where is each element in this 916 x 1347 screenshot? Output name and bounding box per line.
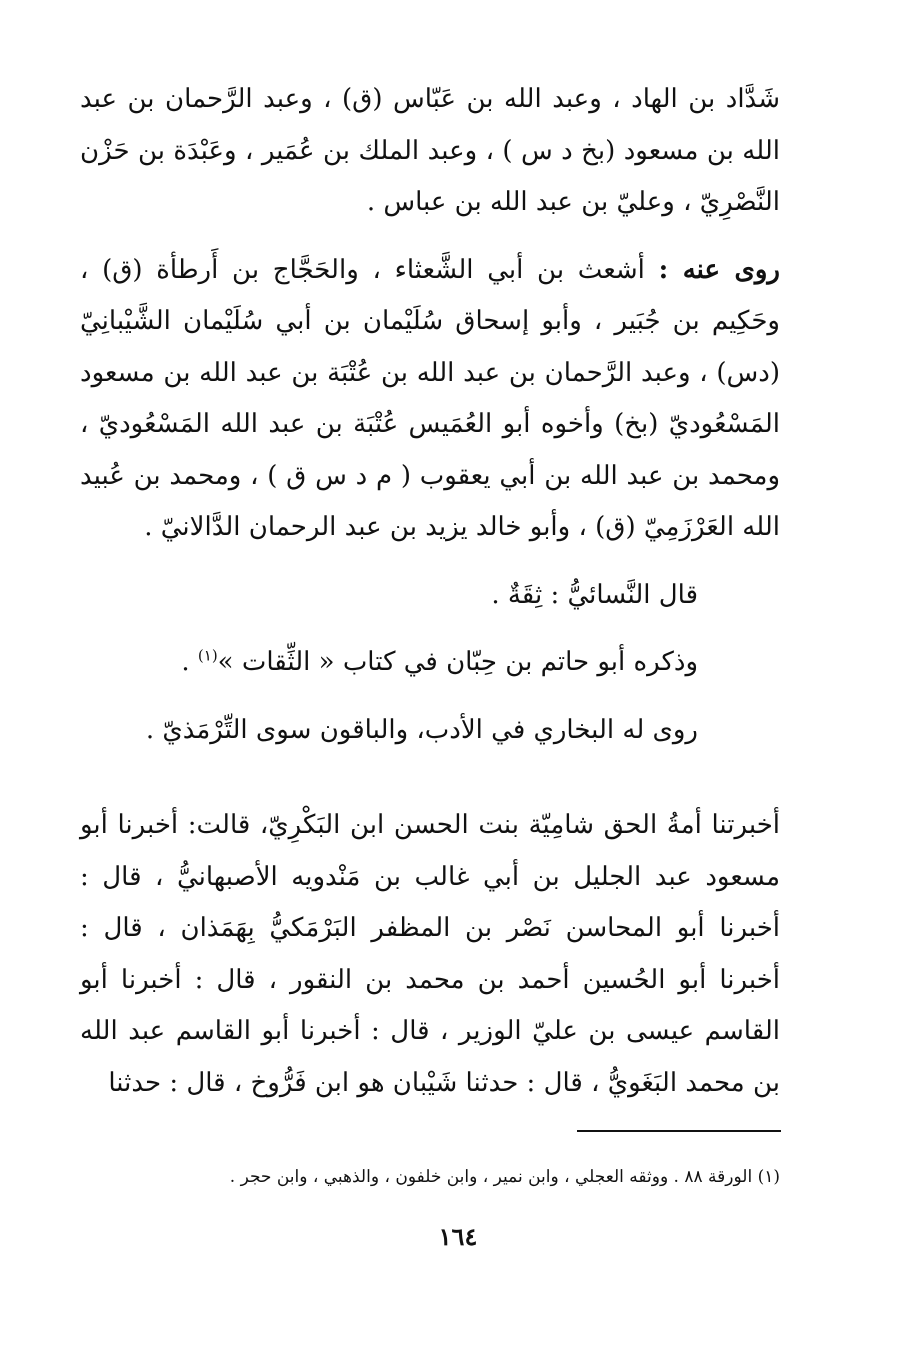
paragraph-teachers: شَدَّاد بن الهاد ، وعبد الله بن عَبّاس (ق) ، وعبد الرَّحمان بن عبد الله بن مسعود (بخ د س ) ، وعبد الملك بن عُمَير ، وعَبْدَة بن حَزْن النَّصْرِيّ ، وعليّ بن عبد الله بن عباس .	[80, 84, 780, 217]
paragraph-nasai: قال النَّسائيُّ : ثِقَةٌ .	[491, 579, 698, 610]
footnote-reference[interactable]: (١)	[197, 646, 218, 665]
paragraph-transmission: روى له البخاري في الأدب، والباقون سوى التِّرْمَذيّ .	[145, 714, 698, 745]
main-text	[80, 74, 780, 1109]
ibn-hibban-text: وذكره أبو حاتم بن حِبّان في كتاب « الثِّقات »	[217, 647, 698, 677]
footnote-divider	[577, 1130, 781, 1132]
footnote: (١) الورقة ٨٨ . ووثقه العجلي ، وابن نمير ، وابن خلفون ، والذهبي ، وابن حجر .	[229, 1167, 780, 1187]
ibn-hibban-end: .	[181, 647, 198, 677]
page-number: ١٦٤	[438, 1222, 478, 1251]
narrators-text: أشعث بن أبي الشَّعثاء ، والحَجَّاج بن أَرطأة (ق) ، وحَكِيم بن جُبَير ، وأبو إسحاق سُلَيْمان بن أبي سُلَيْمان الشَّيْبانِيّ (دس) ، وعبد الرَّحمان بن عبد الله بن عُتْبَة بن عبد الله بن مسعود المَسْعُوديّ (بخ) وأخوه أبو العُمَيس عُتْبَة بن عبد الله المَسْعُوديّ ، ومحمد بن عبد الله بن أبي يعقوب ( م د س ق ) ، ومحمد بن عُبيد الله العَرْزَمِيّ (ق) ، وأبو خالد يزيد بن عبد الرحمان الدَّالانيّ .	[80, 254, 780, 542]
paragraph-ibn-hibban	[80, 637, 780, 689]
paragraph-narrators	[80, 245, 780, 554]
narrators-heading: روى عنه :	[658, 254, 780, 285]
paragraph-isnad: أخبرتنا أمةُ الحق شامِيّة بنت الحسن ابن البَكْرِيّ، قالت: أخبرنا أبو مسعود عبد الجليل بن أبي غالب بن مَنْدويه الأصبهانيُّ ، قال : أخبرنا أبو المحاسن نَصْر بن المظفر البَرْمَكيُّ بِهَمَذان ، قال : أخبرنا أبو الحُسين أحمد بن محمد بن النقور ، قال : أخبرنا أبو القاسم عيسى بن عليّ الوزير ، قال : أخبرنا أبو القاسم عبد الله بن محمد البَغَويُّ ، قال : حدثنا شَيْبان هو ابن فَرُّوخ ، قال : حدثنا	[80, 810, 780, 1098]
